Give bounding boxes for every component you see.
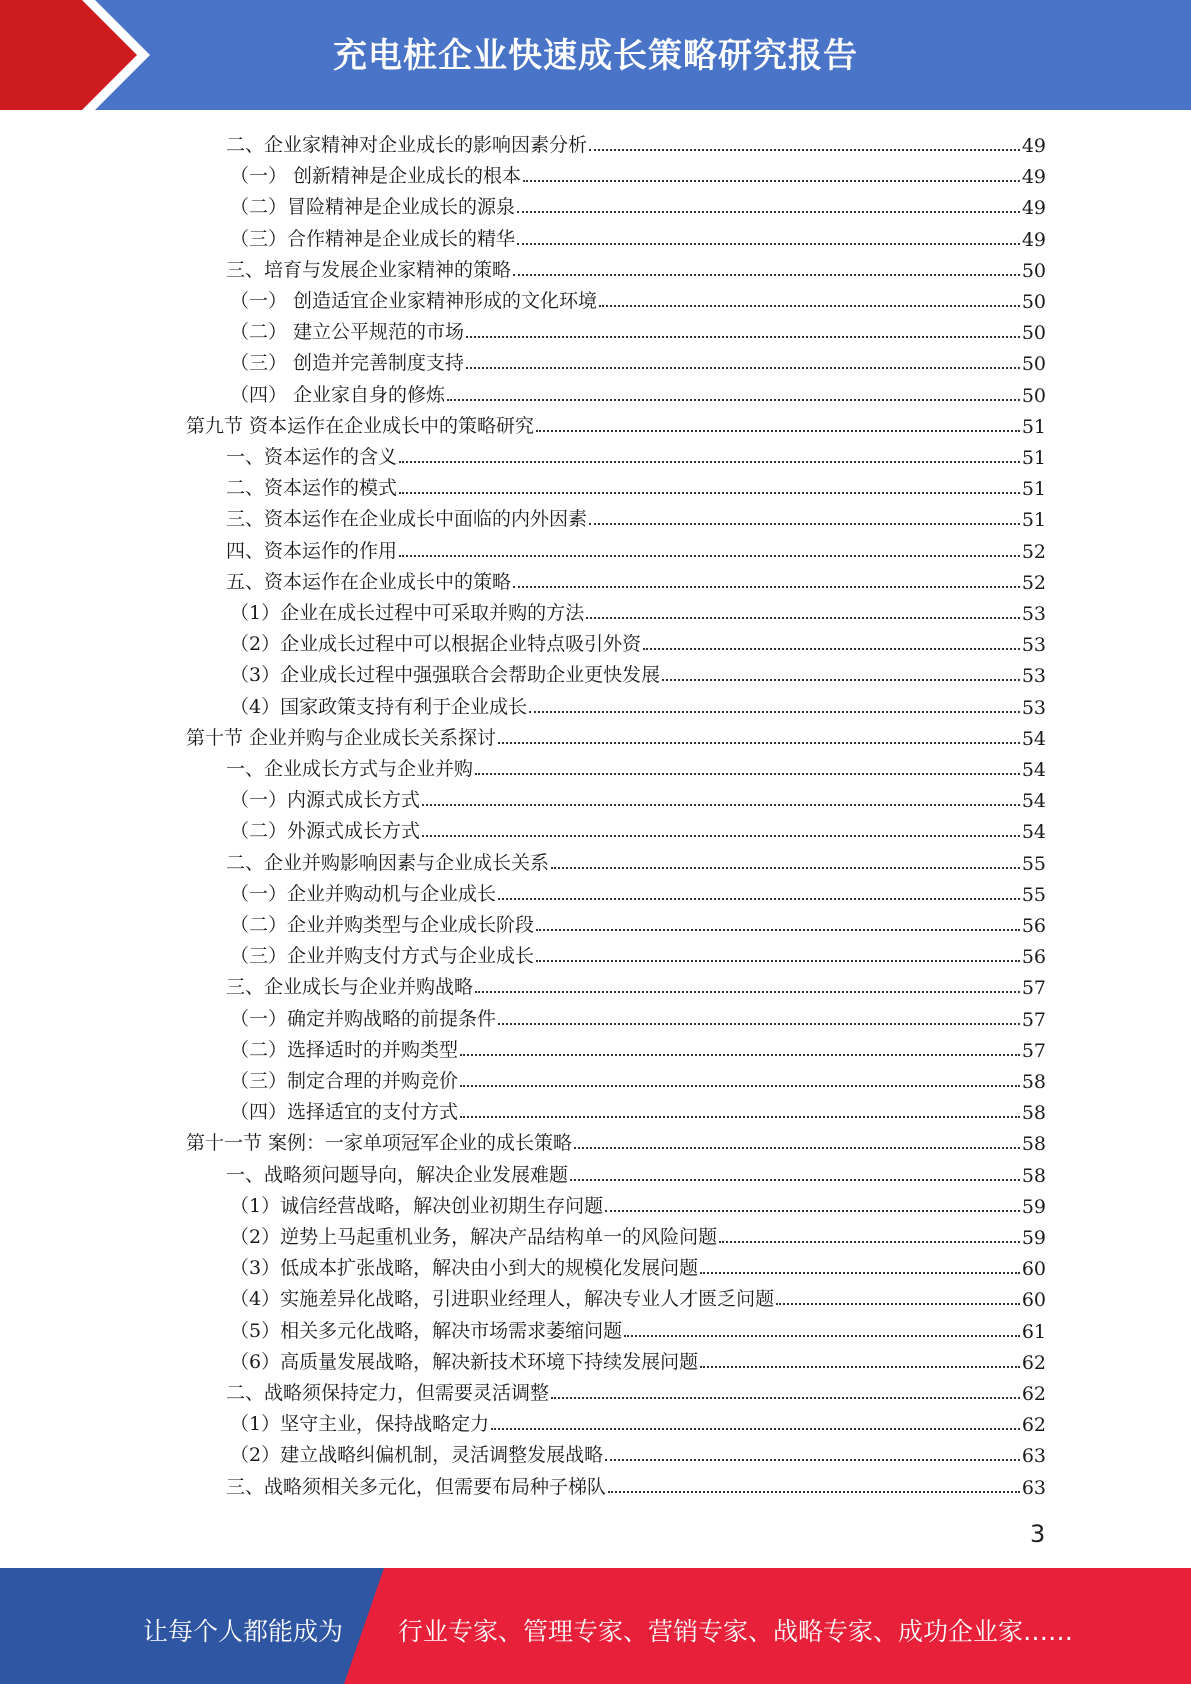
toc-entry-label: （4）实施差异化战略，引进职业经理人，解决专业人才匮乏问题 <box>230 1288 775 1311</box>
toc-leader-dots <box>399 555 1020 557</box>
toc-entry-page: 57 <box>1021 1008 1046 1031</box>
toc-entry-page: 62 <box>1021 1383 1046 1405</box>
toc-leader-dots <box>605 1210 1020 1212</box>
toc-entry-label: 三、战略须相关多元化，但需要布局种子梯队 <box>226 1475 607 1498</box>
toc-entry-page: 53 <box>1021 634 1046 657</box>
toc-entry[interactable] <box>230 1343 1046 1374</box>
toc-leader-dots <box>662 679 1020 681</box>
toc-entry-label: 五、资本运作在企业成长中的策略 <box>226 570 512 593</box>
toc-entry[interactable] <box>226 1468 1046 1499</box>
toc-entry-label: 第九节 资本运作在企业成长中的策略研究 <box>186 414 535 437</box>
toc-leader-dots <box>570 1179 1020 1181</box>
toc-entry[interactable] <box>230 937 1046 968</box>
toc-leader-dots <box>599 305 1020 307</box>
toc-leader-dots <box>523 180 1020 182</box>
toc-entry[interactable] <box>230 188 1046 219</box>
toc-entry[interactable] <box>230 1280 1046 1311</box>
toc-leader-dots <box>551 1397 1020 1399</box>
toc-entry-label: （2）建立战略纠偏机制，灵活调整发展战略 <box>230 1444 604 1467</box>
toc-entry-page: 58 <box>1021 1102 1046 1125</box>
toc-leader-dots <box>586 617 1020 619</box>
toc-entry[interactable] <box>226 563 1046 594</box>
toc-entry-page: 51 <box>1021 415 1046 438</box>
toc-entry-label: 二、企业并购影响因素与企业成长关系 <box>226 851 550 874</box>
toc-entry-page: 51 <box>1021 447 1046 469</box>
toc-leader-dots <box>589 149 1020 151</box>
toc-leader-dots <box>513 274 1020 276</box>
toc-entry[interactable] <box>186 719 1046 750</box>
toc-entry[interactable] <box>226 469 1046 500</box>
toc-entry[interactable] <box>230 1312 1046 1343</box>
toc-entry-label: 四、资本运作的作用 <box>226 539 398 562</box>
toc-entry-page: 50 <box>1021 353 1046 376</box>
toc-entry[interactable] <box>226 844 1046 875</box>
toc-leader-dots <box>700 1272 1020 1274</box>
toc-entry[interactable] <box>226 500 1046 531</box>
report-title: 充电桩企业快速成长策略研究报告 <box>333 36 858 76</box>
toc-leader-dots <box>605 1459 1020 1461</box>
toc-entry-page: 52 <box>1021 540 1046 563</box>
toc-entry[interactable] <box>230 1436 1046 1467</box>
toc-entry-page: 61 <box>1021 1320 1046 1343</box>
toc-entry[interactable] <box>230 313 1046 344</box>
toc-entry-page: 57 <box>1021 977 1046 1000</box>
toc-entry-label: （二）企业并购类型与企业成长阶段 <box>230 914 535 936</box>
toc-entry-page: 54 <box>1021 759 1046 781</box>
toc-entry-label: 二、企业家精神对企业成长的影响因素分析 <box>226 134 588 156</box>
toc-leader-dots <box>517 211 1020 213</box>
toc-entry[interactable] <box>230 220 1046 251</box>
toc-leader-dots <box>422 804 1020 806</box>
toc-entry-page: 57 <box>1021 1039 1046 1062</box>
toc-leader-dots <box>513 586 1020 588</box>
toc-entry-page: 49 <box>1021 135 1046 157</box>
toc-entry-label: （一） 创造适宜企业家精神形成的文化环境 <box>230 290 598 312</box>
toc-entry-page: 50 <box>1021 259 1046 282</box>
toc-entry-label: （4）国家政策支持有利于企业成长 <box>230 695 528 718</box>
toc-entry-label: 三、培育与发展企业家精神的策略 <box>226 258 512 281</box>
toc-entry[interactable] <box>186 1124 1046 1155</box>
toc-entry-label: （1）企业在成长过程中可采取并购的方法 <box>230 602 585 624</box>
toc-entry[interactable] <box>226 1374 1046 1405</box>
toc-leader-dots <box>447 399 1020 401</box>
toc-entry-label: 三、资本运作在企业成长中面临的内外因素 <box>226 508 588 531</box>
toc-entry[interactable] <box>226 532 1046 563</box>
toc-entry[interactable] <box>230 625 1046 656</box>
toc-entry-page: 49 <box>1021 228 1046 251</box>
toc-entry-label: 二、战略须保持定力，但需要灵活调整 <box>226 1382 550 1404</box>
toc-entry[interactable] <box>230 282 1046 313</box>
toc-entry-page: 55 <box>1021 883 1046 906</box>
toc-entry-page: 56 <box>1021 946 1046 969</box>
toc-leader-dots <box>491 1428 1020 1430</box>
toc-entry-page: 58 <box>1021 1164 1046 1187</box>
toc-leader-dots <box>624 1335 1020 1337</box>
toc-entry-page: 51 <box>1021 478 1046 501</box>
toc-leader-dots <box>517 243 1020 245</box>
toc-entry-page: 50 <box>1021 384 1046 407</box>
toc-entry[interactable] <box>230 656 1046 687</box>
toc-leader-dots <box>700 1366 1020 1368</box>
toc-leader-dots <box>589 523 1020 525</box>
toc-entry-label: （二） 建立公平规范的市场 <box>230 321 465 344</box>
toc-entry[interactable] <box>230 1031 1046 1062</box>
toc-entry-page: 50 <box>1021 322 1046 345</box>
toc-leader-dots <box>460 1116 1020 1118</box>
toc-entry-page: 62 <box>1021 1414 1046 1437</box>
toc-entry-label: （5）相关多元化战略，解决市场需求萎缩问题 <box>230 1319 623 1342</box>
toc-leader-dots <box>608 1491 1020 1493</box>
toc-entry-label: 三、企业成长与企业并购战略 <box>226 976 474 999</box>
toc-entry-page: 54 <box>1021 790 1046 813</box>
toc-entry[interactable] <box>230 157 1046 188</box>
toc-entry-page: 60 <box>1021 1289 1046 1312</box>
toc-entry-page: 54 <box>1021 727 1046 750</box>
toc-entry[interactable] <box>226 438 1046 469</box>
page-header <box>0 0 1191 110</box>
toc-entry-label: （一）确定并购战略的前提条件 <box>230 1007 497 1030</box>
toc-entry-page: 52 <box>1021 571 1046 594</box>
toc-entry-page: 63 <box>1021 1445 1046 1468</box>
toc-entry-label: （1）诚信经营战略，解决创业初期生存问题 <box>230 1194 604 1217</box>
toc-entry-label: （二）选择适时的并购类型 <box>230 1038 459 1061</box>
toc-leader-dots <box>498 1023 1020 1025</box>
toc-entry-label: 一、资本运作的含义 <box>226 446 398 468</box>
toc-leader-dots <box>719 1241 1020 1243</box>
toc-entry-page: 56 <box>1021 915 1046 937</box>
toc-entry-page: 58 <box>1021 1133 1046 1156</box>
toc-entry-page: 62 <box>1021 1351 1046 1374</box>
toc-leader-dots <box>551 867 1020 869</box>
toc-leader-dots <box>498 742 1020 744</box>
toc-entry-page: 49 <box>1021 166 1046 189</box>
toc-entry-page: 50 <box>1021 291 1046 313</box>
toc-entry[interactable] <box>226 251 1046 282</box>
toc-entry-page: 60 <box>1021 1258 1046 1281</box>
toc-entry-label: （一）企业并购动机与企业成长 <box>230 882 497 905</box>
toc-entry[interactable] <box>230 1249 1046 1280</box>
toc-entry-label: （一）内源式成长方式 <box>230 789 421 812</box>
toc-entry[interactable] <box>230 1093 1046 1124</box>
toc-entry-page: 49 <box>1021 197 1046 220</box>
toc-entry-page: 51 <box>1021 509 1046 532</box>
toc-entry[interactable] <box>230 1062 1046 1093</box>
toc-entry[interactable] <box>230 1218 1046 1249</box>
toc-entry-page: 58 <box>1021 1071 1046 1093</box>
toc-leader-dots <box>475 991 1020 993</box>
toc-entry-page: 55 <box>1021 852 1046 875</box>
toc-entry-label: （四）选择适宜的支付方式 <box>230 1101 459 1124</box>
toc-entry[interactable] <box>230 376 1046 407</box>
toc-leader-dots <box>460 1054 1020 1056</box>
toc-entry[interactable] <box>230 1187 1046 1218</box>
toc-entry[interactable] <box>226 1156 1046 1187</box>
toc-leader-dots <box>643 648 1020 650</box>
toc-entry-page: 53 <box>1021 603 1046 625</box>
toc-entry-label: （3）低成本扩张战略，解决由小到大的规模化发展问题 <box>230 1257 699 1280</box>
toc-entry-label: （四） 企业家自身的修炼 <box>230 383 446 406</box>
toc-entry-label: （三）企业并购支付方式与企业成长 <box>230 945 535 968</box>
toc-entry-label: （二）冒险精神是企业成长的源泉 <box>230 196 516 219</box>
toc-entry[interactable] <box>230 781 1046 812</box>
toc-leader-dots <box>498 898 1020 900</box>
toc-leader-dots <box>536 960 1020 962</box>
toc-entry-label: （三）合作精神是企业成长的精华 <box>230 227 516 250</box>
toc-entry[interactable] <box>186 407 1046 438</box>
toc-entry[interactable] <box>230 688 1046 719</box>
toc-entry[interactable] <box>230 875 1046 906</box>
toc-entry[interactable] <box>226 126 1046 157</box>
toc-entry-label: （2）企业成长过程中可以根据企业特点吸引外资 <box>230 633 642 656</box>
footer-slogan-right: 行业专家、管理专家、营销专家、战略专家、成功企业家…… <box>398 1617 1074 1646</box>
toc-leader-dots <box>460 1085 1020 1087</box>
toc-leader-dots <box>776 1303 1020 1305</box>
page-number: 3 <box>1030 1520 1046 1548</box>
toc-entry-label: 第十一节 案例：一家单项冠军企业的成长策略 <box>186 1132 573 1155</box>
toc-entry-page: 53 <box>1021 665 1046 688</box>
toc-entry[interactable] <box>230 812 1046 843</box>
page-footer <box>0 1568 1191 1684</box>
toc-entry-page: 53 <box>1021 696 1046 719</box>
toc-entry-label: （三） 创造并完善制度支持 <box>230 352 465 375</box>
toc-leader-dots <box>466 336 1020 338</box>
toc-leader-dots <box>399 461 1020 463</box>
toc-leader-dots <box>574 1147 1020 1149</box>
toc-entry-label: （1）坚守主业，保持战略定力 <box>230 1413 490 1436</box>
toc-entry-label: 第十节 企业并购与企业成长关系探讨 <box>186 726 497 749</box>
toc-entry[interactable] <box>226 750 1046 781</box>
toc-leader-dots <box>466 367 1020 369</box>
toc-leader-dots <box>536 929 1020 931</box>
toc-entry-label: （一） 创新精神是企业成长的根本 <box>230 165 522 188</box>
toc-entry-label: 二、资本运作的模式 <box>226 477 398 500</box>
toc-leader-dots <box>422 835 1020 837</box>
toc-entry-page: 54 <box>1021 821 1046 844</box>
toc-entry[interactable] <box>230 594 1046 625</box>
toc-leader-dots <box>529 711 1020 713</box>
toc-leader-dots <box>536 430 1020 432</box>
toc-entry-label: 一、战略须问题导向，解决企业发展难题 <box>226 1163 569 1186</box>
toc-leader-dots <box>475 773 1020 775</box>
toc-leader-dots <box>399 492 1020 494</box>
toc-entry[interactable] <box>230 1405 1046 1436</box>
toc-entry-label: （二）外源式成长方式 <box>230 820 421 843</box>
toc-entry-label: （6）高质量发展战略，解决新技术环境下持续发展问题 <box>230 1350 699 1373</box>
toc-entry[interactable] <box>226 968 1046 999</box>
toc-entry-label: （2）逆势上马起重机业务，解决产品结构单一的风险问题 <box>230 1226 718 1248</box>
toc-entry[interactable] <box>230 344 1046 375</box>
toc-entry-label: （3）企业成长过程中强强联合会帮助企业更快发展 <box>230 664 661 687</box>
toc-entry[interactable] <box>230 1000 1046 1031</box>
toc-entry[interactable] <box>230 906 1046 937</box>
toc-entry-page: 63 <box>1021 1476 1046 1499</box>
toc-entry-page: 59 <box>1021 1195 1046 1218</box>
toc-entry-label: 一、企业成长方式与企业并购 <box>226 758 474 780</box>
footer-slogan-left: 让每个人都能成为 <box>143 1617 344 1646</box>
toc-entry-label: （三）制定合理的并购竞价 <box>230 1070 459 1092</box>
toc-entry-page: 59 <box>1021 1227 1046 1249</box>
